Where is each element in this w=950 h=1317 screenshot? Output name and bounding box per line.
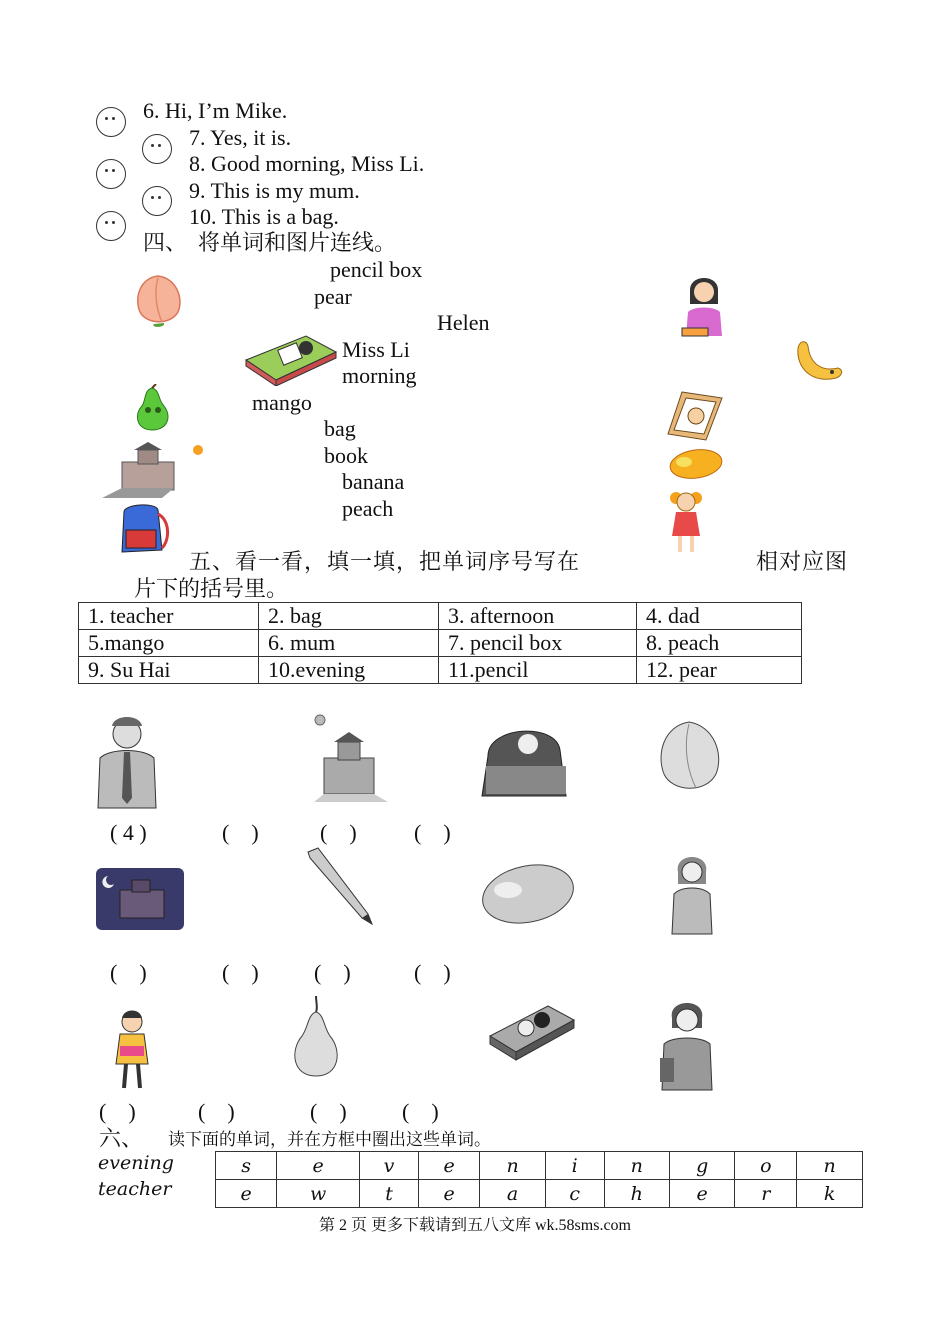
- letter-cell[interactable]: o: [735, 1152, 797, 1180]
- letter-cell[interactable]: i: [545, 1152, 604, 1180]
- answer-bracket[interactable]: ( ): [110, 960, 147, 985]
- answer-bracket[interactable]: ( ): [320, 820, 357, 845]
- answer-bracket[interactable]: ( ): [402, 1099, 439, 1124]
- table-cell: 10.evening: [259, 657, 439, 684]
- word-to-find: evening: [98, 1152, 174, 1174]
- word-to-find: teacher: [98, 1178, 172, 1200]
- match-word: pear: [314, 284, 352, 309]
- table-row: [79, 603, 802, 630]
- letter-cell[interactable]: e: [277, 1152, 360, 1180]
- section5-title-end: 相对应图: [756, 549, 849, 574]
- table-cell: 8. peach: [637, 630, 802, 657]
- table-cell: 9. Su Hai: [79, 657, 259, 684]
- letter-cell[interactable]: n: [604, 1152, 670, 1180]
- letter-cell[interactable]: v: [360, 1152, 419, 1180]
- school-building-icon: [102, 440, 208, 500]
- letter-cell[interactable]: g: [670, 1152, 735, 1180]
- letter-cell[interactable]: h: [604, 1180, 670, 1208]
- match-word: Helen: [437, 310, 490, 335]
- table-cell: 5.mango: [79, 630, 259, 657]
- dialogue-line: 10. This is a bag.: [189, 204, 339, 229]
- grid-row: [216, 1152, 863, 1180]
- answer-bracket[interactable]: ( ): [198, 1099, 235, 1124]
- letter-grid: [215, 1151, 863, 1208]
- dialogue-line: 6. Hi, I’m Mike.: [143, 98, 288, 123]
- letter-cell[interactable]: n: [480, 1152, 546, 1180]
- banana-icon: [792, 334, 848, 388]
- peach-icon: [132, 268, 184, 328]
- letter-cell[interactable]: k: [797, 1180, 863, 1208]
- table-cell: 1. teacher: [79, 603, 259, 630]
- answer-bracket[interactable]: ( 4 ): [110, 820, 147, 845]
- match-word: peach: [342, 496, 394, 521]
- letter-cell[interactable]: s: [216, 1152, 277, 1180]
- letter-cell[interactable]: e: [670, 1180, 735, 1208]
- table-row: [79, 630, 802, 657]
- face-icon: [142, 186, 172, 216]
- dialogue-line: 7. Yes, it is.: [189, 125, 292, 150]
- letter-cell[interactable]: a: [480, 1180, 546, 1208]
- letter-cell[interactable]: e: [419, 1152, 480, 1180]
- evening-school-icon: [96, 868, 184, 930]
- word-table: [78, 602, 802, 684]
- pear-gray-icon: [286, 994, 344, 1080]
- bag-photo-icon: [478, 716, 574, 798]
- table-cell: 7. pencil box: [439, 630, 637, 657]
- section4-title: 四、 将单词和图片连线。: [143, 230, 397, 255]
- letter-cell[interactable]: c: [545, 1180, 604, 1208]
- school-afternoon-icon: [310, 714, 390, 804]
- pear-icon: [130, 384, 176, 434]
- grid-row: [216, 1180, 863, 1208]
- miss-li-icon: [654, 996, 720, 1092]
- mum-icon: [666, 848, 718, 936]
- dialogue-line: 9. This is my mum.: [189, 178, 360, 203]
- book-icon: [666, 390, 724, 442]
- letter-cell[interactable]: r: [735, 1180, 797, 1208]
- answer-bracket[interactable]: ( ): [314, 960, 351, 985]
- peach-gray-icon: [654, 718, 724, 796]
- table-cell: 12. pear: [637, 657, 802, 684]
- girl-icon: [664, 488, 708, 556]
- mango-icon: [668, 446, 724, 482]
- letter-cell[interactable]: t: [360, 1180, 419, 1208]
- section6-instruction: 读下面的单词，并在方框中圈出这些单词。: [168, 1130, 491, 1149]
- letter-cell[interactable]: w: [277, 1180, 360, 1208]
- letter-cell[interactable]: e: [216, 1180, 277, 1208]
- answer-bracket[interactable]: ( ): [222, 960, 259, 985]
- match-word: morning: [342, 363, 417, 388]
- table-cell: 3. afternoon: [439, 603, 637, 630]
- face-icon: [142, 134, 172, 164]
- mango-gray-icon: [480, 860, 576, 928]
- letter-cell[interactable]: n: [797, 1152, 863, 1180]
- face-icon: [96, 211, 126, 241]
- pencil-box-gray-icon: [486, 996, 578, 1066]
- answer-bracket[interactable]: ( ): [414, 820, 451, 845]
- table-cell: 11.pencil: [439, 657, 637, 684]
- section6-title: 六、: [99, 1126, 144, 1151]
- match-word: banana: [342, 469, 405, 494]
- match-word: mango: [252, 390, 312, 415]
- table-cell: 2. bag: [259, 603, 439, 630]
- pencil-icon: [302, 846, 376, 926]
- su-hai-girl-icon: [110, 1008, 154, 1094]
- dialogue-line: 8. Good morning, Miss Li.: [189, 151, 425, 176]
- section5-title-cont: 片下的括号里。: [134, 576, 289, 601]
- answer-bracket[interactable]: ( ): [99, 1099, 136, 1124]
- match-word: book: [324, 443, 368, 468]
- face-icon: [96, 159, 126, 189]
- match-word: pencil box: [330, 257, 423, 282]
- answer-bracket[interactable]: ( ): [222, 820, 259, 845]
- table-cell: 6. mum: [259, 630, 439, 657]
- table-cell: 4. dad: [637, 603, 802, 630]
- answer-bracket[interactable]: ( ): [310, 1099, 347, 1124]
- match-word: Miss Li: [342, 337, 410, 362]
- face-icon: [96, 107, 126, 137]
- school-bag-icon: [116, 500, 172, 560]
- page-footer: 第 2 页 更多下载请到五八文库 wk.58sms.com: [318, 1217, 631, 1234]
- answer-bracket[interactable]: ( ): [414, 960, 451, 985]
- letter-cell[interactable]: e: [419, 1180, 480, 1208]
- section5-title: 五、看一看，填一填，把单词序号写在: [189, 549, 581, 574]
- match-word: bag: [324, 416, 356, 441]
- pencil-box-icon: [242, 330, 340, 386]
- teacher-man-icon: [92, 712, 162, 810]
- woman-teacher-icon: [676, 270, 732, 340]
- table-row: [79, 657, 802, 684]
